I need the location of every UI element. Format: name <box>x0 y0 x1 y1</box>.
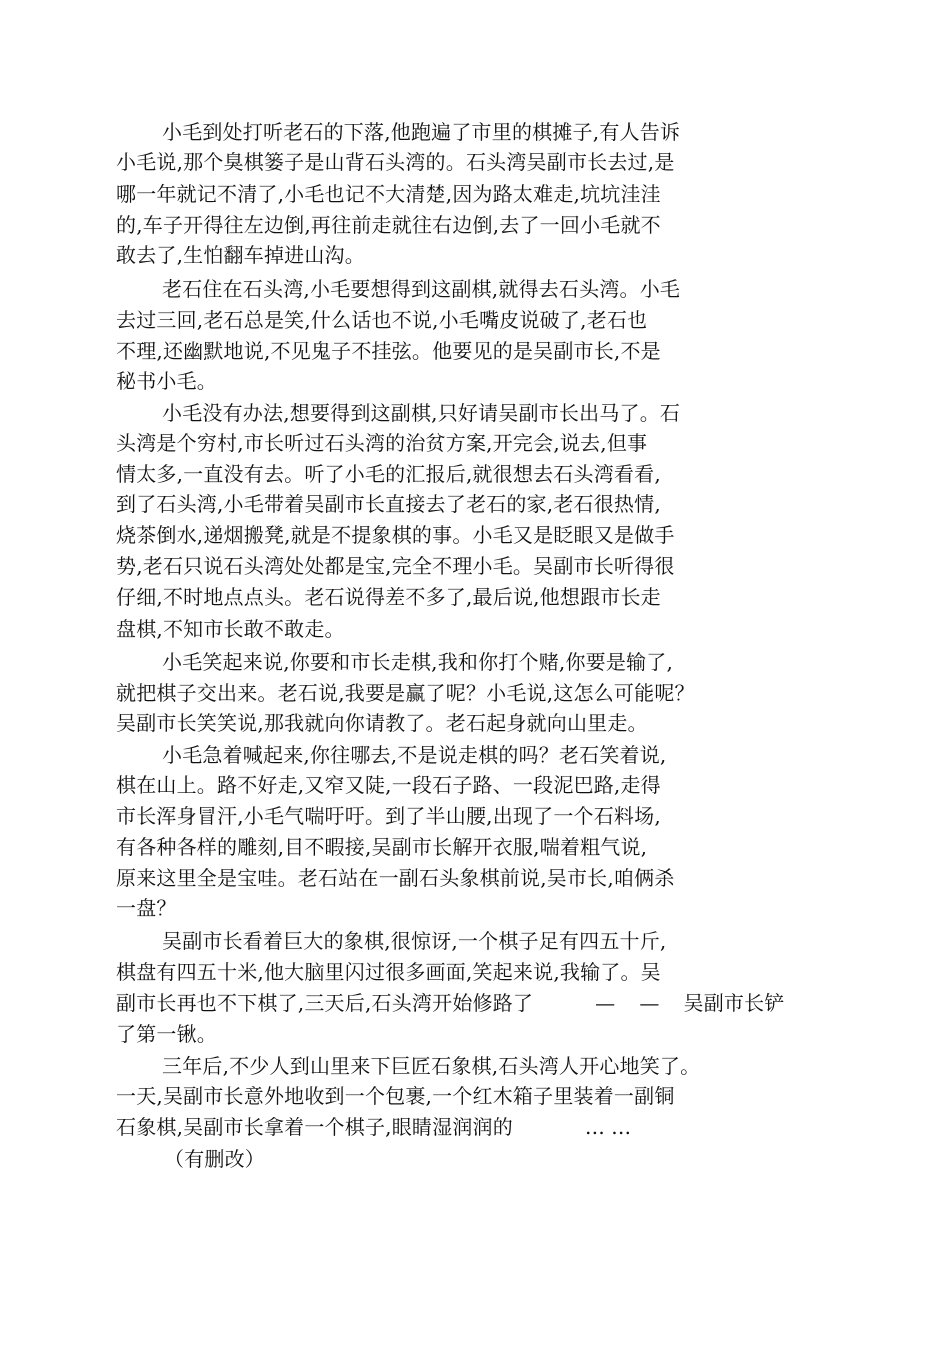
text-segment: 副市长再也不下棋了,三天后,石头湾开始修路了 <box>116 991 534 1015</box>
text-line: 吴副市长看着巨大的象棋,很惊讶,一个棋子足有四五十斤, <box>162 929 667 953</box>
text-line: 头湾是个穷村,市长听过石头湾的治贫方案,开完会,说去,但事 <box>116 431 648 455</box>
text-line: 去过三回,老石总是笑,什么话也不说,小毛嘴皮说破了,老石也 <box>116 308 648 332</box>
text-line: 到了石头湾,小毛带着吴副市长直接去了老石的家,老石很热情, <box>116 492 661 516</box>
text-line: 仔细,不时地点点头。老石说得差不多了,最后说,他想跟市长走 <box>116 585 661 609</box>
text-line: 小毛笑起来说,你要和市长走棋,我和你打个赌,你要是输了, <box>162 650 674 674</box>
text-line: 就把棋子交出来。老石说,我要是赢了呢？小毛说,这怎么可能呢？ <box>116 681 695 705</box>
text-line: 一盘？ <box>116 896 177 920</box>
dash: — <box>639 991 660 1015</box>
text-line: 小毛急着喊起来,你往哪去,不是说走棋的吗？老石笑着说, <box>162 743 667 767</box>
ellipsis: … <box>611 1115 632 1139</box>
text-line: 有各种各样的雕刻,目不暇接,吴副市长解开衣服,喘着粗气说, <box>116 835 648 859</box>
text-line: 情太多,一直没有去。听了小毛的汇报后,就很想去石头湾看看, <box>116 462 661 486</box>
text-line <box>116 990 785 1016</box>
text-line: 不理,还幽默地说,不见鬼子不挂弦。他要见的是吴副市长,不是 <box>116 339 661 363</box>
text-line: 小毛到处打听老石的下落,他跑遍了市里的棋摊子,有人告诉 <box>162 120 681 144</box>
text-segment: 石象棋,吴副市长拿着一个棋子,眼睛湿润润的 <box>116 1115 513 1139</box>
text-line: 哪一年就记不清了,小毛也记不大清楚,因为路太难走,坑坑洼洼 <box>116 182 661 206</box>
text-line: 小毛说,那个臭棋篓子是山背石头湾的。石头湾吴副市长去过,是 <box>116 150 675 174</box>
text-line: 棋盘有四五十米,他大脑里闪过很多画面,笑起来说,我输了。吴 <box>116 960 661 984</box>
text-line: 势,老石只说石头湾处处都是宝,完全不理小毛。吴副市长听得很 <box>116 554 675 578</box>
text-line: 敢去了,生怕翻车掉进山沟。 <box>116 243 365 267</box>
text-line: 秘书小毛。 <box>116 369 217 393</box>
text-line: 吴副市长笑笑说,那我就向你请教了。老石起身就向山里走。 <box>116 711 648 735</box>
text-line: 了第一锹。 <box>116 1022 217 1046</box>
text-segment: 吴副市长铲 <box>683 991 785 1015</box>
text-line: 盘棋,不知市长敢不敢走。 <box>116 617 345 641</box>
text-line: 小毛没有办法,想要得到这副棋,只好请吴副市长出马了。石 <box>162 401 681 425</box>
text-line: 烧茶倒水,递烟搬凳,就是不提象棋的事。小毛又是眨眼又是做手 <box>116 523 675 547</box>
text-line: 老石住在石头湾,小毛要想得到这副棋,就得去石头湾。小毛 <box>162 277 681 301</box>
text-line: 的,车子开得往左边倒,再往前走就往右边倒,去了一回小毛就不 <box>116 213 661 237</box>
dash: — <box>595 991 616 1015</box>
text-line <box>116 1114 631 1140</box>
text-line: 三年后,不少人到山里来下巨匠石象棋,石头湾人开心地笑了。 <box>162 1054 701 1078</box>
text-line: 一天,吴副市长意外地收到一个包裹,一个红木箱子里装着一副铜 <box>116 1084 675 1108</box>
ellipsis: … <box>584 1115 606 1139</box>
text-line: 市长浑身冒汗,小毛气喘吁吁。到了半山腰,出现了一个石料场, <box>116 804 661 828</box>
edit-note: （有删改） <box>164 1147 265 1171</box>
text-line: 棋在山上。路不好走,又窄又陡,一段石子路、一段泥巴路,走得 <box>116 773 661 797</box>
text-line: 原来这里全是宝哇。老石站在一副石头象棋前说,吴市长,咱俩杀 <box>116 866 675 890</box>
